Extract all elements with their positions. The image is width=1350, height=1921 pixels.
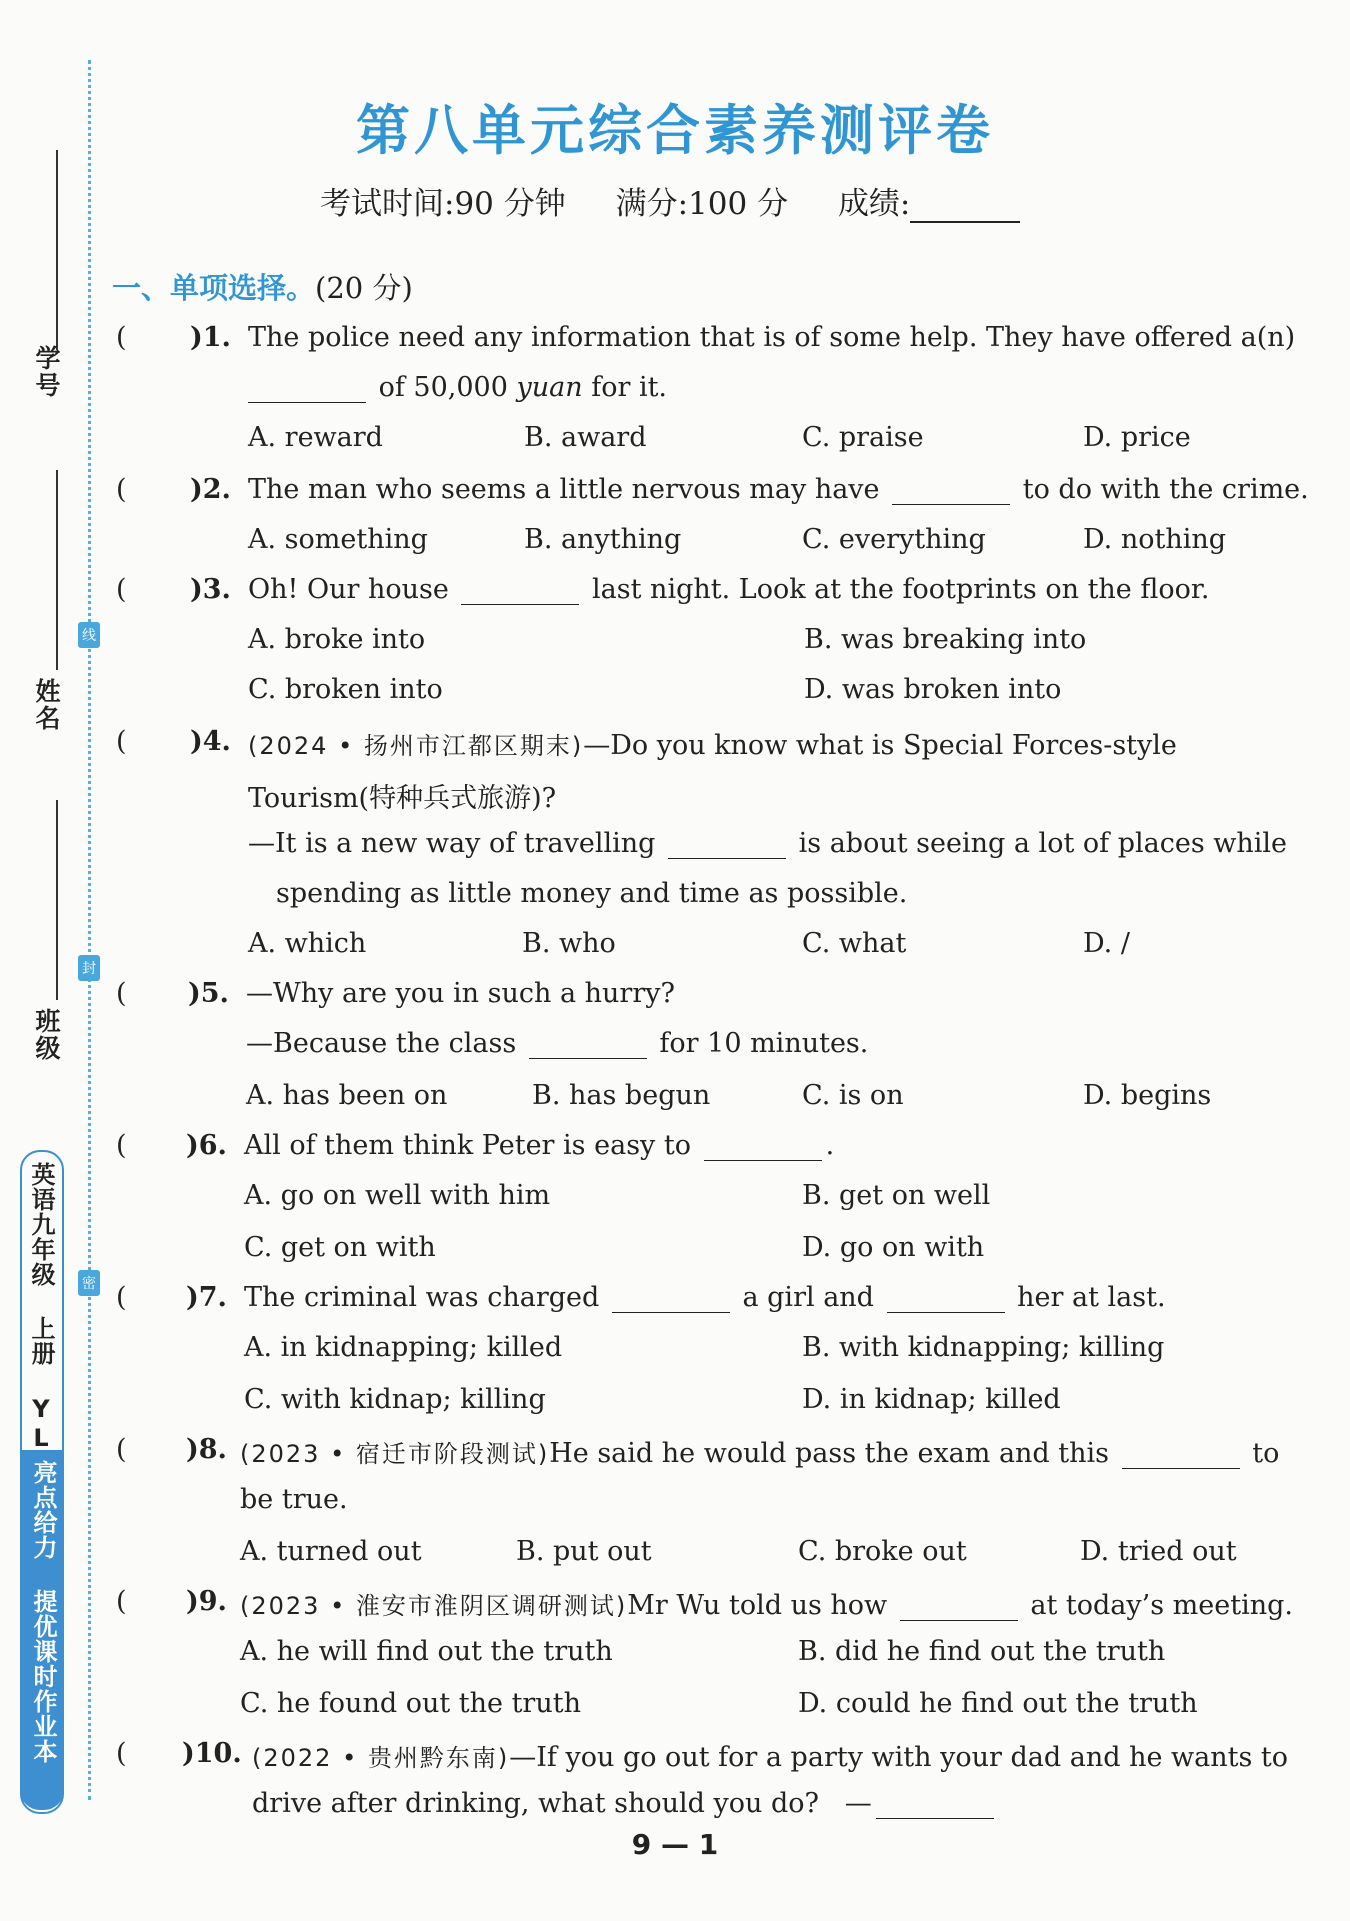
answer-blank[interactable]: [461, 576, 579, 605]
question-number: )7.: [186, 1282, 227, 1313]
option[interactable]: D. was broken into: [804, 674, 1062, 705]
option[interactable]: B. did he find out the truth: [798, 1636, 1166, 1667]
option[interactable]: C. what: [802, 928, 907, 959]
answer-blank[interactable]: [1122, 1440, 1240, 1469]
question-text: (2023 • 淮安市淮阴区调研测试)Mr Wu told us how at today’s meeting.: [240, 1590, 1293, 1621]
answer-blank[interactable]: [668, 830, 786, 859]
series-grade: 英语九年级 上册 YL: [27, 1162, 55, 1453]
answer-paren[interactable]: (: [116, 1434, 127, 1465]
page-number: 9 — 1: [631, 1828, 719, 1861]
option[interactable]: D. go on with: [802, 1232, 985, 1263]
class-line: [56, 800, 58, 1000]
page-title: 第八单元综合素养测评卷: [356, 99, 994, 162]
question-number: )1.: [190, 322, 231, 353]
question-text: spending as little money and time as possible.: [276, 878, 908, 909]
question-text: The man who seems a little nervous may have to do with the crime.: [248, 474, 1309, 505]
student-id-label: 学号: [32, 345, 61, 399]
question-text: drive after drinking, what should you do? —: [252, 1788, 998, 1819]
option[interactable]: A. he will find out the truth: [240, 1636, 613, 1667]
question-text: be true.: [240, 1484, 348, 1515]
series-name: 亮点给力 提优课时作业本: [29, 1460, 57, 1764]
option[interactable]: A. which: [248, 928, 367, 959]
binding-strip: [0, 0, 96, 1921]
option[interactable]: D. could he find out the truth: [798, 1688, 1198, 1719]
student-id-line: [56, 150, 58, 350]
cut-mark-close: 密: [78, 1270, 100, 1296]
option[interactable]: C. broken into: [248, 674, 443, 705]
section-heading: [112, 266, 413, 307]
question-number: )5.: [188, 978, 229, 1009]
option[interactable]: B. put out: [516, 1536, 652, 1567]
question-text: The police need any information that is of some help. They have offered a(n): [248, 322, 1296, 353]
answer-paren[interactable]: (: [116, 322, 127, 353]
option[interactable]: A. turned out: [240, 1536, 422, 1567]
cut-mark-seal: 封: [78, 955, 100, 981]
question-text: (2024 • 扬州市江都区期末)—Do you know what is Special Forces-style: [248, 730, 1177, 761]
question-number: )3.: [190, 574, 231, 605]
question-text: —Because the class for 10 minutes.: [246, 1028, 869, 1059]
option[interactable]: D. in kidnap; killed: [802, 1384, 1061, 1415]
option[interactable]: D. /: [1083, 928, 1130, 959]
name-line: [56, 470, 58, 670]
option[interactable]: D. tried out: [1080, 1536, 1237, 1567]
option[interactable]: D. nothing: [1083, 524, 1227, 555]
option[interactable]: D. price: [1083, 422, 1191, 453]
question-number: )8.: [186, 1434, 227, 1465]
option[interactable]: B. with kidnapping; killing: [802, 1332, 1165, 1363]
question-source: (2023 • 淮安市淮阴区调研测试): [240, 1592, 628, 1620]
answer-blank[interactable]: [900, 1592, 1018, 1621]
option[interactable]: B. anything: [524, 524, 682, 555]
option[interactable]: C. he found out the truth: [240, 1688, 581, 1719]
option[interactable]: A. go on well with him: [244, 1180, 551, 1211]
option[interactable]: C. get on with: [244, 1232, 436, 1263]
option[interactable]: A. reward: [248, 422, 383, 453]
exam-info: [320, 178, 1060, 223]
section-points: (20 分): [315, 271, 413, 305]
answer-blank[interactable]: [612, 1284, 730, 1313]
option[interactable]: A. has been on: [246, 1080, 448, 1111]
cut-mark-line: 线: [78, 622, 100, 648]
cut-line: [88, 60, 91, 1800]
option[interactable]: C. praise: [802, 422, 924, 453]
exam-time: 考试时间:90 分钟: [320, 186, 566, 222]
answer-paren[interactable]: (: [116, 726, 127, 757]
score-blank[interactable]: [910, 191, 1020, 223]
full-score: 满分:100 分: [615, 186, 789, 222]
question-text: All of them think Peter is easy to .: [244, 1130, 835, 1161]
question-text: —Why are you in such a hurry?: [246, 978, 675, 1009]
answer-paren[interactable]: (: [116, 574, 127, 605]
option[interactable]: A. in kidnapping; killed: [244, 1332, 563, 1363]
answer-paren[interactable]: (: [116, 978, 127, 1009]
option[interactable]: B. get on well: [802, 1180, 991, 1211]
question-number: )10.: [182, 1738, 242, 1769]
section-title: 一、单项选择。: [112, 271, 316, 305]
name-label: 姓名: [32, 678, 61, 732]
option[interactable]: C. with kidnap; killing: [244, 1384, 546, 1415]
question-text: (2023 • 宿迁市阶段测试)He said he would pass the exam and this to: [240, 1438, 1280, 1469]
option[interactable]: D. begins: [1083, 1080, 1212, 1111]
option[interactable]: B. award: [524, 422, 647, 453]
question-number: )2.: [190, 474, 231, 505]
answer-blank[interactable]: [887, 1284, 1005, 1313]
question-text: (2022 • 贵州黔东南)—If you go out for a party with your dad and he wants to: [252, 1742, 1289, 1773]
class-label: 班级: [32, 1008, 61, 1062]
question-text: The criminal was charged a girl and her at last.: [244, 1282, 1166, 1313]
option[interactable]: B. who: [522, 928, 616, 959]
question-text: Tourism(特种兵式旅游)?: [248, 783, 557, 814]
question-text: —It is a new way of travelling is about seeing a lot of places while: [248, 828, 1288, 859]
answer-blank[interactable]: [892, 476, 1010, 505]
question-source: (2023 • 宿迁市阶段测试): [240, 1440, 550, 1468]
answer-paren[interactable]: (: [116, 1586, 127, 1617]
option[interactable]: B. was breaking into: [804, 624, 1087, 655]
answer-paren[interactable]: (: [116, 1130, 127, 1161]
question-number: )4.: [190, 726, 231, 757]
question-text: of 50,000 yuan for it.: [248, 372, 667, 403]
question-source: (2024 • 扬州市江都区期末): [248, 732, 584, 760]
question-source: (2022 • 贵州黔东南): [252, 1744, 510, 1772]
option[interactable]: B. has begun: [532, 1080, 711, 1111]
option[interactable]: C. everything: [802, 524, 986, 555]
question-number: )9.: [186, 1586, 227, 1617]
answer-paren[interactable]: (: [116, 474, 127, 505]
answer-paren[interactable]: (: [116, 1738, 127, 1769]
question-number: )6.: [186, 1130, 227, 1161]
answer-blank[interactable]: [876, 1790, 994, 1819]
option[interactable]: A. broke into: [248, 624, 426, 655]
answer-paren[interactable]: (: [116, 1282, 127, 1313]
option[interactable]: A. something: [248, 524, 428, 555]
option[interactable]: C. broke out: [798, 1536, 967, 1567]
answer-blank[interactable]: [248, 374, 366, 403]
answer-blank[interactable]: [704, 1132, 822, 1161]
answer-blank[interactable]: [529, 1030, 647, 1059]
question-text: Oh! Our house last night. Look at the footprints on the floor.: [248, 574, 1210, 605]
option[interactable]: C. is on: [802, 1080, 904, 1111]
score-label: 成绩:: [837, 186, 911, 222]
